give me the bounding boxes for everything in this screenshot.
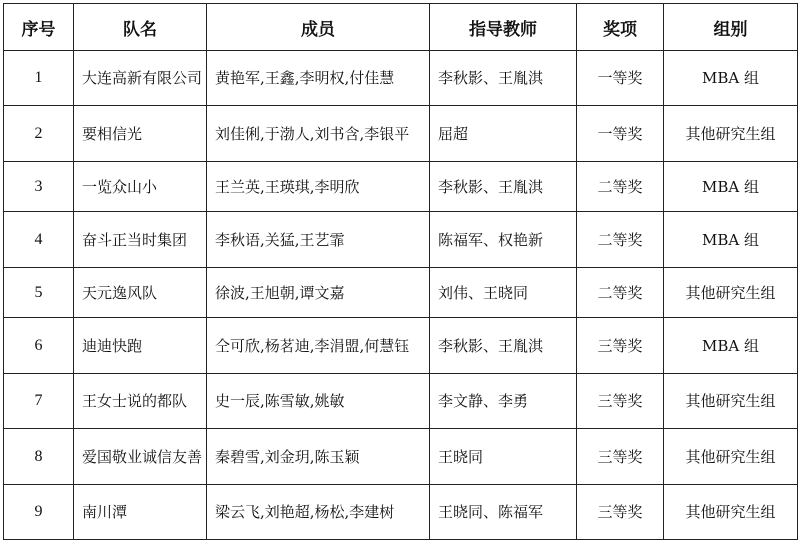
table-row [4, 51, 798, 106]
header-row [4, 4, 798, 51]
cell-award: 三等奖 [577, 374, 664, 429]
cell-group: 其他研究生组 [664, 485, 798, 540]
cell-award: 三等奖 [577, 485, 664, 540]
awards-table [3, 3, 798, 540]
cell-advisor: 李秋影、王胤淇 [430, 318, 577, 374]
cell-index: 1 [4, 51, 74, 106]
cell-index: 9 [4, 485, 74, 540]
cell-advisor: 陈福军、权艳新 [430, 212, 577, 268]
cell-members: 刘佳俐,于渤人,刘书含,李银平 [207, 106, 430, 162]
cell-members: 王兰英,王瑛琪,李明欣 [207, 162, 430, 212]
cell-group: 其他研究生组 [664, 106, 798, 162]
cell-award: 一等奖 [577, 106, 664, 162]
cell-team: 一览众山小 [74, 162, 207, 212]
table-row [4, 268, 798, 318]
cell-index: 5 [4, 268, 74, 318]
header-award: 奖项 [577, 4, 664, 51]
header-members: 成员 [207, 4, 430, 51]
cell-team: 王女士说的都队 [74, 374, 207, 429]
cell-award: 二等奖 [577, 268, 664, 318]
cell-group: 其他研究生组 [664, 374, 798, 429]
cell-advisor: 李秋影、王胤淇 [430, 162, 577, 212]
cell-team: 迪迪快跑 [74, 318, 207, 374]
cell-advisor: 屈超 [430, 106, 577, 162]
cell-group: 其他研究生组 [664, 268, 798, 318]
table-row [4, 318, 798, 374]
cell-members: 梁云飞,刘艳超,杨松,李建树 [207, 485, 430, 540]
cell-award: 一等奖 [577, 51, 664, 106]
cell-team: 南川潭 [74, 485, 207, 540]
cell-index: 7 [4, 374, 74, 429]
cell-group: MBA 组 [664, 51, 798, 106]
cell-team: 要相信光 [74, 106, 207, 162]
table-row [4, 212, 798, 268]
table-row [4, 374, 798, 429]
header-index: 序号 [4, 4, 74, 51]
cell-members: 徐波,王旭朝,谭文嘉 [207, 268, 430, 318]
header-advisor: 指导教师 [430, 4, 577, 51]
cell-members: 黄艳军,王鑫,李明权,付佳慧 [207, 51, 430, 106]
cell-index: 3 [4, 162, 74, 212]
cell-team: 奋斗正当时集团 [74, 212, 207, 268]
cell-advisor: 李文静、李勇 [430, 374, 577, 429]
table-row [4, 429, 798, 485]
cell-team: 爱国敬业诚信友善 [74, 429, 207, 485]
header-team: 队名 [74, 4, 207, 51]
cell-index: 4 [4, 212, 74, 268]
cell-award: 二等奖 [577, 162, 664, 212]
cell-group: 其他研究生组 [664, 429, 798, 485]
cell-team: 天元逸风队 [74, 268, 207, 318]
cell-group: MBA 组 [664, 162, 798, 212]
cell-award: 三等奖 [577, 429, 664, 485]
cell-members: 史一辰,陈雪敏,姚敏 [207, 374, 430, 429]
cell-index: 6 [4, 318, 74, 374]
cell-group: MBA 组 [664, 318, 798, 374]
cell-index: 2 [4, 106, 74, 162]
cell-index: 8 [4, 429, 74, 485]
cell-advisor: 刘伟、王晓同 [430, 268, 577, 318]
cell-advisor: 王晓同、陈福军 [430, 485, 577, 540]
cell-members: 仝可欣,杨茗迪,李涓盟,何慧钰 [207, 318, 430, 374]
table-row [4, 106, 798, 162]
cell-team: 大连高新有限公司 [74, 51, 207, 106]
cell-members: 秦碧雪,刘金玥,陈玉颖 [207, 429, 430, 485]
cell-advisor: 李秋影、王胤淇 [430, 51, 577, 106]
cell-group: MBA 组 [664, 212, 798, 268]
cell-award: 二等奖 [577, 212, 664, 268]
table-row [4, 485, 798, 540]
cell-award: 三等奖 [577, 318, 664, 374]
header-group: 组别 [664, 4, 798, 51]
cell-members: 李秋语,关猛,王艺霏 [207, 212, 430, 268]
cell-advisor: 王晓同 [430, 429, 577, 485]
table-row [4, 162, 798, 212]
